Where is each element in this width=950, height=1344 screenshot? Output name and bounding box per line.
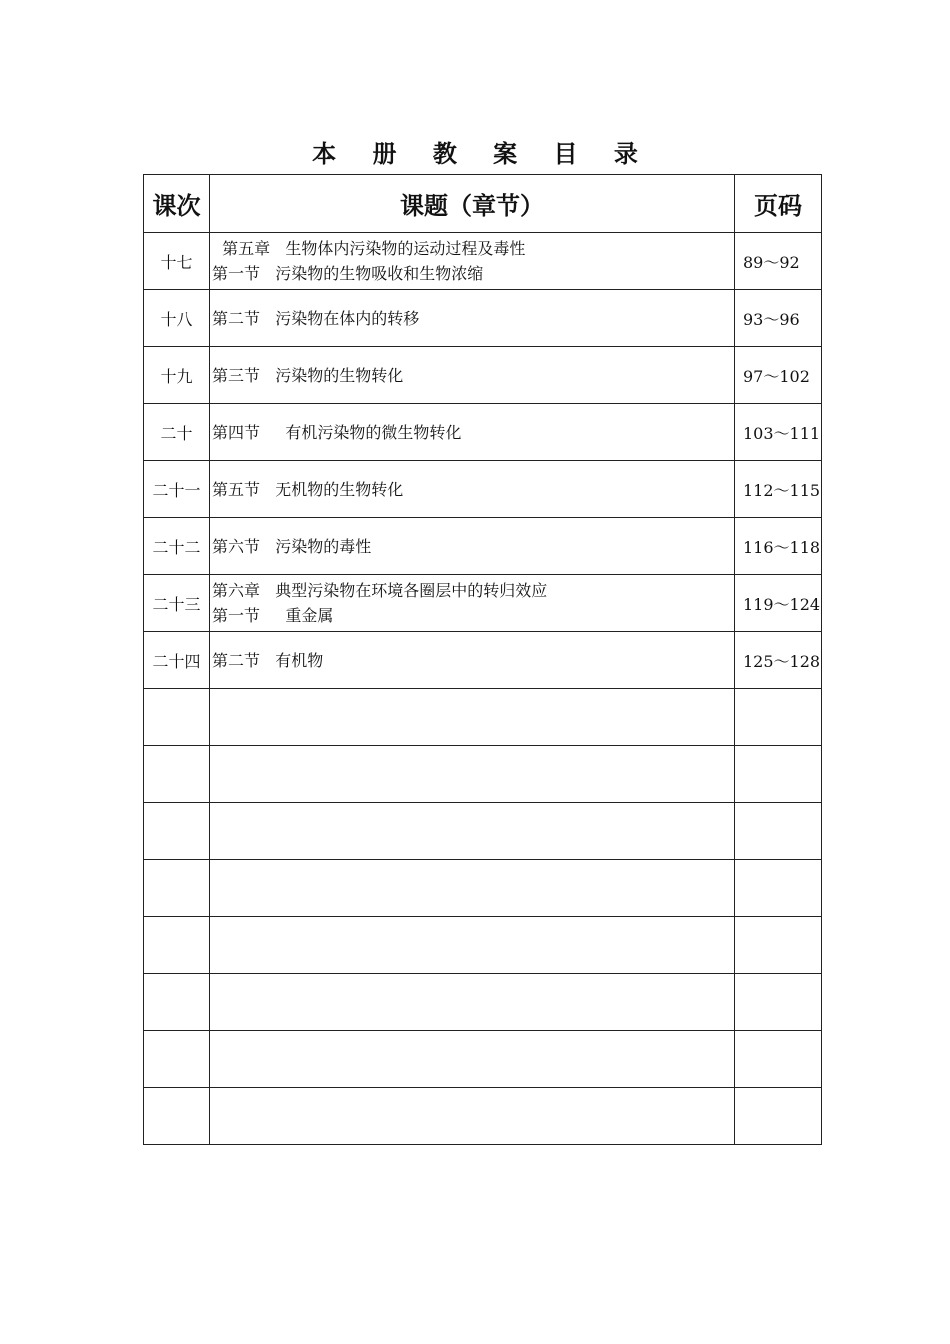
topic-line: 第五章 生物体内污染物的运动过程及毒性 [212, 239, 526, 258]
empty-row [144, 860, 822, 917]
page-title: 本 册 教 案 目 录 [312, 139, 652, 168]
empty-cell [210, 1088, 735, 1145]
lesson-number: 十七 [144, 233, 210, 290]
topic-cell [210, 290, 735, 347]
empty-row [144, 917, 822, 974]
empty-cell [144, 746, 210, 803]
topic-cell [210, 575, 735, 632]
table-row [144, 233, 822, 290]
topic-cell [210, 347, 735, 404]
header-topic: 课题（章节） [210, 175, 735, 233]
empty-cell [144, 860, 210, 917]
topic-line: 第五节 无机物的生物转化 [212, 479, 404, 499]
empty-row [144, 689, 822, 746]
empty-cell [144, 917, 210, 974]
page-range: 112～115 [735, 461, 822, 518]
topic-cell [210, 632, 735, 689]
topic-line: 第一节 重金属 [212, 606, 334, 625]
table-row [144, 461, 822, 518]
topic-line: 第一节 污染物的生物吸收和生物浓缩 [212, 264, 484, 283]
page-range: 125～128 [735, 632, 822, 689]
lesson-number: 二十二 [144, 518, 210, 575]
header-lesson: 课次 [144, 175, 210, 233]
topic-cell [210, 233, 735, 290]
toc-table [143, 174, 822, 1145]
empty-cell [735, 860, 822, 917]
topic-line: 第四节 有机污染物的微生物转化 [212, 422, 462, 442]
empty-cell [735, 974, 822, 1031]
empty-row [144, 746, 822, 803]
empty-cell [144, 1031, 210, 1088]
topic-cell [210, 518, 735, 575]
lesson-number: 十九 [144, 347, 210, 404]
table-row [144, 575, 822, 632]
lesson-number: 十八 [144, 290, 210, 347]
header-pages: 页码 [735, 175, 822, 233]
empty-cell [210, 1031, 735, 1088]
topic-line: 第二节 污染物在体内的转移 [212, 308, 420, 328]
topic-line: 第二节 有机物 [212, 650, 324, 670]
empty-row [144, 1031, 822, 1088]
table-row [144, 347, 822, 404]
empty-cell [210, 917, 735, 974]
empty-cell [144, 1088, 210, 1145]
topic-line: 第六节 污染物的毒性 [212, 536, 372, 556]
empty-cell [735, 1031, 822, 1088]
lesson-number: 二十一 [144, 461, 210, 518]
empty-row [144, 803, 822, 860]
page-range: 97～102 [735, 347, 822, 404]
topic-cell [210, 404, 735, 461]
page-range: 103～111 [735, 404, 822, 461]
empty-cell [210, 689, 735, 746]
empty-cell [210, 860, 735, 917]
lesson-number: 二十 [144, 404, 210, 461]
table-row [144, 404, 822, 461]
table-row [144, 632, 822, 689]
empty-cell [735, 803, 822, 860]
table-row [144, 290, 822, 347]
lesson-number: 二十四 [144, 632, 210, 689]
page-range: 93～96 [735, 290, 822, 347]
topic-line: 第六章 典型污染物在环境各圈层中的转归效应 [212, 581, 548, 600]
lesson-number: 二十三 [144, 575, 210, 632]
empty-row [144, 974, 822, 1031]
topic-line: 第三节 污染物的生物转化 [212, 365, 404, 385]
empty-cell [735, 1088, 822, 1145]
empty-cell [735, 917, 822, 974]
page-range: 116～118 [735, 518, 822, 575]
page-range: 119～124 [735, 575, 822, 632]
empty-cell [210, 803, 735, 860]
topic-cell [210, 461, 735, 518]
page-range: 89～92 [735, 233, 822, 290]
table-header-row [144, 175, 822, 233]
table-row [144, 518, 822, 575]
empty-cell [144, 974, 210, 1031]
empty-cell [735, 689, 822, 746]
empty-cell [144, 689, 210, 746]
empty-cell [735, 746, 822, 803]
empty-cell [210, 746, 735, 803]
empty-cell [144, 803, 210, 860]
empty-row [144, 1088, 822, 1145]
empty-cell [210, 974, 735, 1031]
